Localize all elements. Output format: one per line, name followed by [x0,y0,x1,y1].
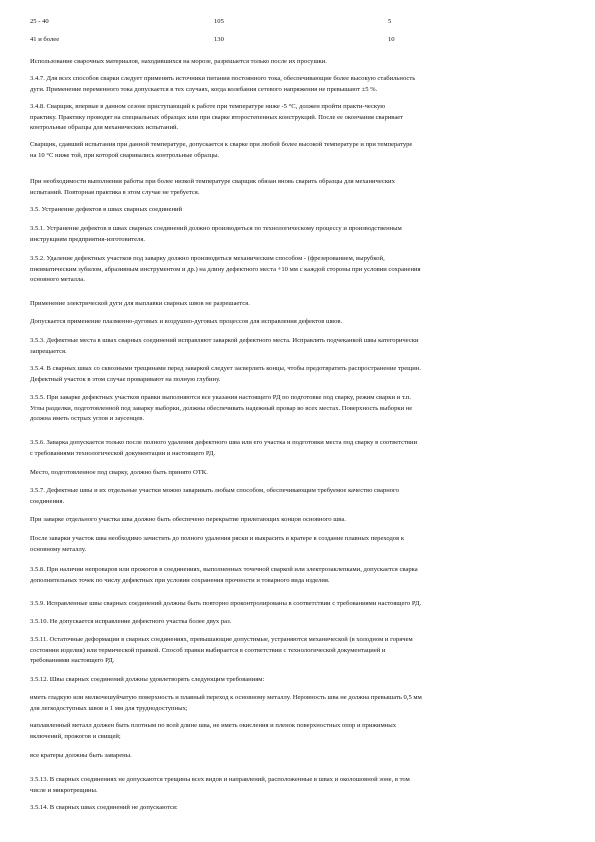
paragraph [30,565,570,586]
text-line: 3.5.5. При заварке дефектных участков правки выполняются все указания настоящего РД по подготовке под сварку, режим сварки и т.п. [30,394,412,401]
text-line: Использование сварочных материалов, находившихся на морозе, разрешается только после их просушки. [30,58,327,65]
text-line: 3.5.1. Устранение дефектов в швах сварных соединений должно производиться по технологическому процессу и производственным [30,225,402,232]
text-line: 3.4.7. Для всех способов сварки следует применять источники питания постоянного тока, обеспечивающие более высокую стабильность [30,75,416,82]
text-line: Место, подготовленное под сварку, должно быть принято ОТК. [30,469,208,476]
text-line: 3.5.14. В сварных швах соединений не допускаются: [30,804,178,811]
text-line: 3.5.11. Остаточные деформации в сварных соединениях, превышающие допустимые, устраняются механической (в холодном и горячем [30,636,413,643]
paragraph [30,74,570,95]
text-line: дополнительных точек по числу дефектных при условии сохранения прочности и товарного вида изделия. [30,576,330,584]
text-line: дуги. Применение переменного тока допускается в тех случаях, когда колебания сетевого напряжения не превышают ±5 %. [30,85,378,93]
text-line: 3.5.9. Исправленные швы сварных соединений должны быть повторно проконтролированы в соответствии с требованиями настоящего РД. [30,600,422,607]
paragraph [30,775,570,796]
paragraph [30,177,570,198]
text-line: практику. Практику проводят на специальных образцах или при сварке второстепенных конструкций. После ее окончания сваривает [30,113,404,121]
paragraph [30,803,570,814]
text-line: иметь гладкую или мелкочешуйчатую поверхность и плавный переход к основному металлу. Неровность шва не должна превышать 0,5 мм [30,694,422,701]
paragraph [30,486,570,507]
paragraph [30,336,570,357]
text-line: 3.4.8. Сварщик, впервые в данном сезоне приступающий к работе при температуре ниже -5 °С, должен пройти практи-ческую [30,103,386,110]
text-line: 3.5.7. Дефектные швы и их отдельные участки можно заваривать любым способом, обеспечивающим требуемое качество сварного [30,487,399,494]
paragraph [30,599,570,610]
text-line: все кратеры должны быть заварены. [30,752,132,759]
text-line: основному металлу. [30,545,87,553]
text-line: Допускается применение плазменно-дуговых и воздушно-дуговых процессов для исправления дефектов швов. [30,318,343,325]
paragraph [30,299,570,310]
paragraph [30,515,570,526]
table-cell: 25 - 40 [30,18,49,25]
paragraph [30,468,570,479]
text-line: 3.5.6. Заварка допускается только после полного удаления дефектного шва или его участка и подготовки места под сварку в соответствии [30,439,418,446]
text-line: После заварки участок шва необходимо зачистить до полного удаления ряски и выкрасить в кратере в создание плавных переходов к [30,535,405,542]
table-row [30,35,570,46]
paragraph [30,57,570,68]
paragraph [30,102,570,134]
text-line: для легкодоступных швов и 1 мм для труднодоступных; [30,704,188,712]
paragraph [30,364,570,385]
paragraph [30,721,570,742]
text-line: испытаний. Повторная практика в этом случае не требуется. [30,188,200,196]
text-line: основного металла. [30,276,85,284]
text-line: 3.5. Устранение дефектов в швах сварных соединений [30,206,183,213]
paragraph [30,317,570,328]
text-line: При необходимости выполнения работы при более низкой температуре сварщик обязан вновь сварить образцы для механических [30,178,395,185]
text-line: 3.5.3. Дефектные места в швах сварных соединений исправляют заваркой дефектного места. Исправлять подчеканкой швы категорически [30,337,419,344]
paragraph [30,617,570,628]
text-line: Углы разделки, подготовленной под заварку выборки, должны обеспечивать надежный провар во всех местах. Поверхность выборки не [30,404,413,412]
text-line: 3.5.12. Швы сварных соединений должны удовлетворять следующим требованиям: [30,676,265,683]
paragraph [30,751,570,762]
table-row [30,17,570,28]
paragraph [30,675,570,686]
text-line: соединения. [30,497,65,505]
text-line: 3.5.8. При наличии непроваров или прожогов в соединениях, выполненных точечной сваркой или электрозаклепками, допускается сварка [30,566,418,573]
text-line: инструкциям предприятия-изготовителя. [30,235,146,243]
table-cell: 10 [388,36,395,43]
paragraph [30,254,570,286]
text-line: включений, прожогов и свищей; [30,732,121,740]
text-line: числе и микротрещины. [30,786,98,794]
text-line: требованиями настоящего РД. [30,657,115,665]
paragraph [30,140,570,161]
text-line: должна иметь острых углов и заусенцев. [30,415,145,423]
text-line: с требованиями технологической документации и настоящего РД. [30,449,216,457]
text-line: наплавленный металл должен быть плотным по всей длине шва, не иметь окисления и пленок поверхностных опор и прижимных [30,722,397,729]
text-line: 3.5.4. В сварных швах со сквозными трещинами перед заваркой следует засверлить концы, чтобы предотвратить распространение трещин. [30,365,421,372]
paragraph [30,205,570,216]
text-line: Дефектный участок в этом случае проваривают на полную глубину. [30,375,221,383]
text-line: пневматическим зубилом, абразивным инструментом и др.) на длину дефектного места +10 мм с каждой стороны при условии сохранения [30,265,421,273]
text-line: 3.5.10. Не допускается исправление дефектного участка более двух раз. [30,618,232,625]
text-line: При заварке отдельного участка шва должно быть обеспечено перекрытие прилегающих концов основного шва. [30,516,346,523]
text-line: запрещается. [30,347,67,355]
paragraph [30,393,570,425]
text-line: 3.5.2. Удаление дефектных участков под заварку должно производиться механическим способом - (фрезерованием, вырубкой, [30,255,385,262]
paragraph [30,224,570,245]
table-cell: 130 [214,36,224,43]
text-line: 3.5.13. В сварных соединениях не допускаются трещины всех видов и направлений, расположенные в швах и околошовной зоне, в том [30,776,410,783]
text-line: Применение электрической дуги для выплавки сварных швов не разрешается. [30,300,250,307]
text-line: состоянии изделия) или термической правкой. Способ правки выбирается в соответствии с технологической документацией и [30,646,386,654]
text-line: контрольные образцы для механических испытаний. [30,124,179,132]
table-cell: 41 и более [30,36,60,43]
text-line: на 10 °С ниже той, при которой сваривались контрольные образцы. [30,151,220,159]
table-cell: 105 [214,18,224,25]
paragraph [30,534,570,555]
paragraph [30,438,570,459]
text-line: Сварщик, сдавший испытания при данной температуре, допускается к сварке при любой более высокой температуре и при температуре [30,141,413,148]
table-cell: 5 [388,18,392,25]
paragraph [30,635,570,667]
paragraph [30,693,570,714]
